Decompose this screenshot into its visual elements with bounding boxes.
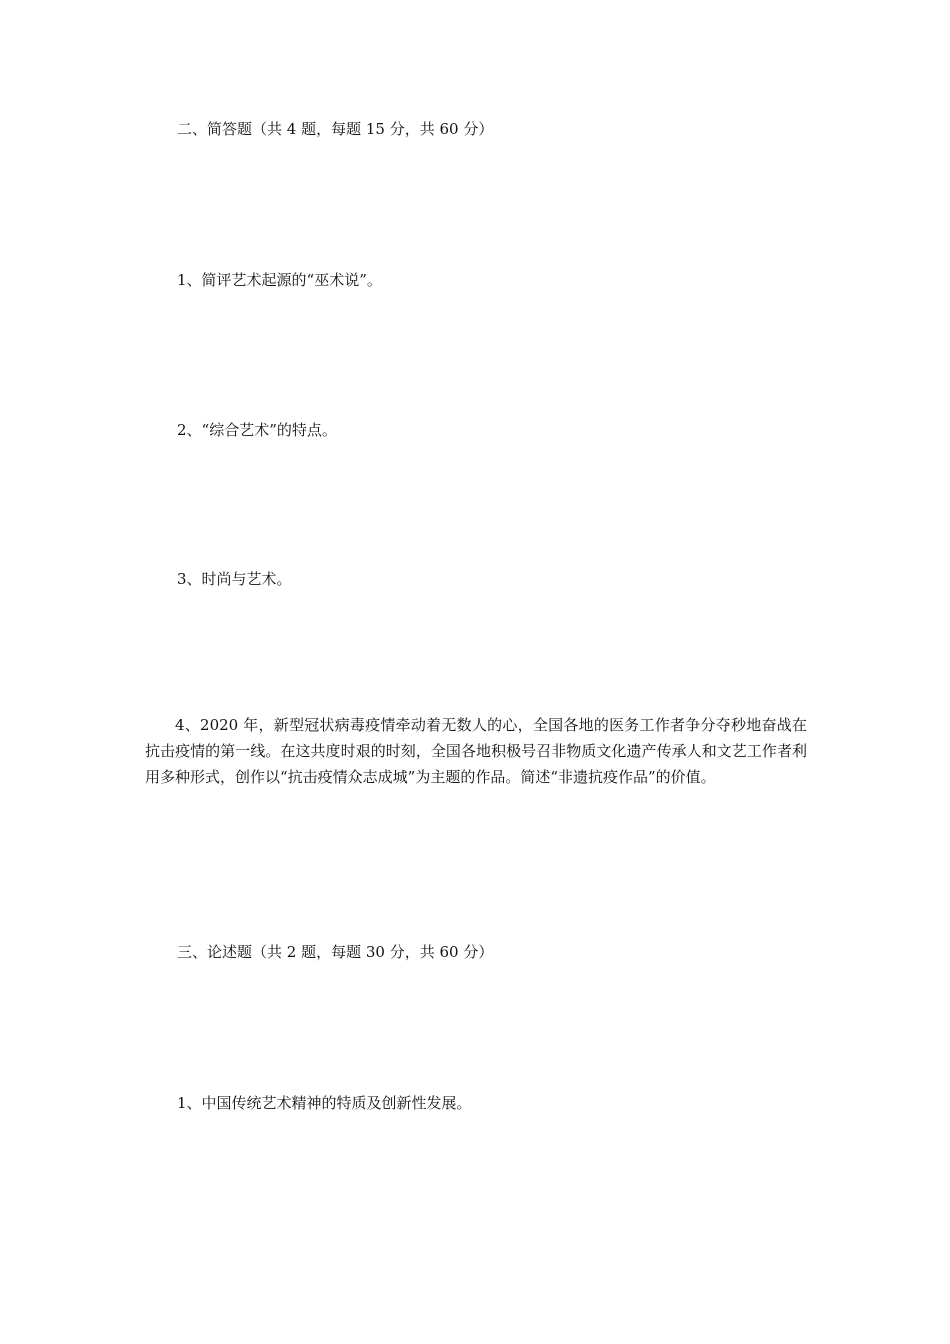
section-3-question-1: 1、中国传统艺术精神的特质及创新性发展。: [177, 1094, 472, 1112]
section-2-question-4: 4、2020 年，新型冠状病毒疫情牵动着无数人的心，全国各地的医务工作者争分夺秒地奋战在抗击疫情的第一线。在这共度时艰的时刻，全国各地积极号召非物质文化遗产传承人和文艺工作者利用多种形式，创作以“抗击疫情众志成城”为主题的作品。简述“非遗抗疫作品”的价值。: [145, 716, 807, 786]
section-2-question-3: 3、时尚与艺术。: [177, 570, 292, 588]
section-3-heading: 三、论述题（共 2 题，每题 30 分，共 60 分）: [177, 943, 494, 961]
section-2-question-2: 2、“综合艺术”的特点。: [177, 421, 337, 439]
section-2-heading: 二、简答题（共 4 题，每题 15 分，共 60 分）: [177, 120, 494, 138]
section-2-question-1: 1、简评艺术起源的“巫术说”。: [177, 271, 382, 289]
